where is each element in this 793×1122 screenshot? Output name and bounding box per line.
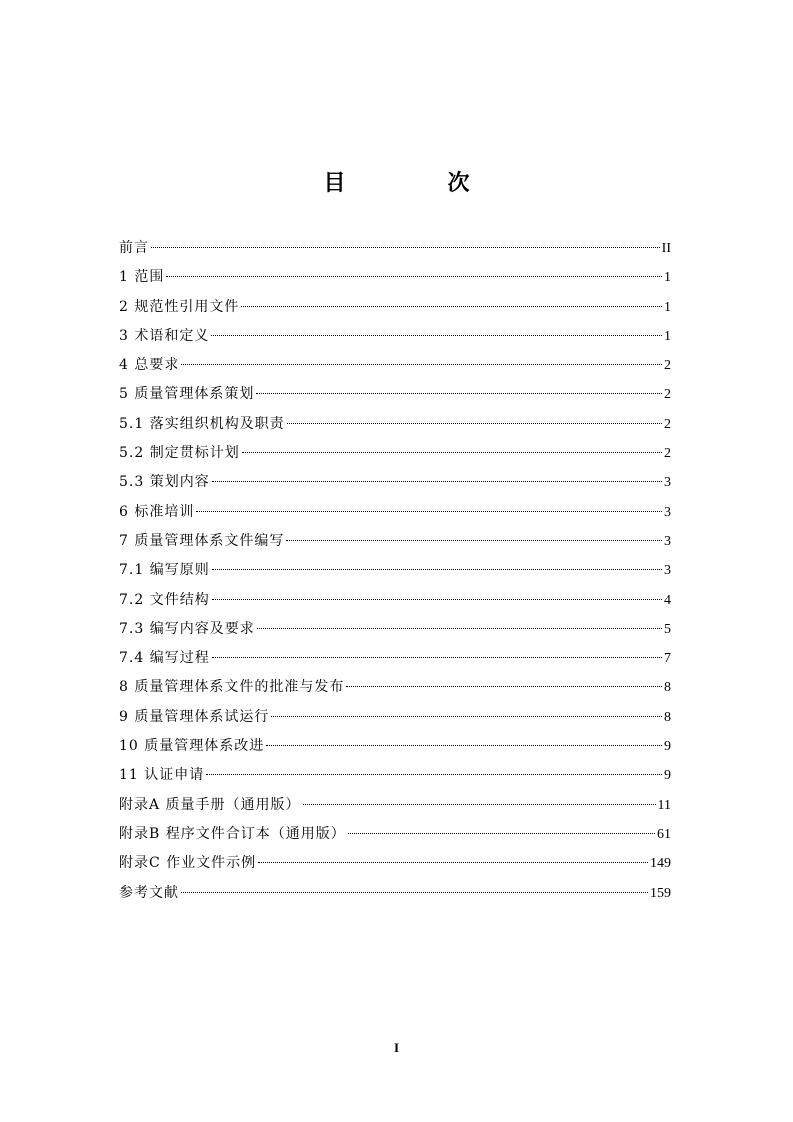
- toc-entry-page: 2: [664, 387, 671, 403]
- toc-entry-page: 1: [664, 299, 671, 315]
- toc-entry-label: 11 认证申请: [119, 767, 205, 784]
- toc-entry-label: 7.2 文件结构: [119, 591, 210, 608]
- toc-entry[interactable]: [119, 761, 671, 790]
- toc-entry-page: 8: [664, 709, 671, 725]
- toc-entry-page: 2: [664, 446, 671, 462]
- toc-entry-page: 5: [664, 621, 671, 637]
- dot-leader: [242, 452, 662, 453]
- toc-entry[interactable]: [119, 791, 671, 820]
- toc-entry[interactable]: [119, 556, 671, 585]
- toc-entry[interactable]: [119, 673, 671, 702]
- dot-leader: [271, 716, 662, 717]
- toc-entry-label: 参考文献: [119, 884, 179, 901]
- toc-entry-page: 61: [657, 826, 671, 842]
- toc-entry[interactable]: [119, 351, 671, 380]
- toc-entry[interactable]: [119, 644, 671, 673]
- dot-leader: [196, 511, 662, 512]
- dot-leader: [346, 686, 662, 687]
- toc-entry-page: 8: [664, 680, 671, 696]
- toc-entry-page: 9: [664, 739, 671, 755]
- toc-entry[interactable]: [119, 879, 671, 908]
- toc-entry-label: 7.4 编写过程: [119, 650, 210, 667]
- toc-entry[interactable]: [119, 615, 671, 644]
- toc-entry-page: 2: [664, 358, 671, 374]
- toc-entry[interactable]: [119, 820, 671, 849]
- toc-entry[interactable]: [119, 468, 671, 497]
- toc-entry-label: 5.2 制定贯标计划: [119, 445, 240, 462]
- toc-entry-page: 1: [664, 270, 671, 286]
- dot-leader: [151, 247, 660, 248]
- dot-leader: [256, 393, 662, 394]
- dot-leader: [211, 335, 662, 336]
- toc-entry[interactable]: [119, 380, 671, 409]
- toc-entry-label: 3 术语和定义: [119, 327, 210, 344]
- toc-entry[interactable]: [119, 527, 671, 556]
- toc-entry[interactable]: [119, 703, 671, 732]
- toc-entry-page: 159: [650, 885, 671, 901]
- toc-entry-label: 7 质量管理体系文件编写: [119, 532, 285, 549]
- toc-entry-page: 3: [664, 563, 671, 579]
- toc-entry-page: 2: [664, 416, 671, 432]
- toc-entry-page: 149: [650, 856, 671, 872]
- toc-entry-label: 8 质量管理体系文件的批准与发布: [119, 679, 345, 696]
- dot-leader: [166, 276, 662, 277]
- dot-leader: [303, 804, 656, 805]
- dot-leader: [286, 540, 662, 541]
- toc-entry-label: 7.1 编写原则: [119, 562, 210, 579]
- toc-entry[interactable]: [119, 586, 671, 615]
- dot-leader: [181, 364, 662, 365]
- dot-leader: [241, 306, 662, 307]
- toc-entry-page: 3: [664, 533, 671, 549]
- dot-leader: [212, 657, 662, 658]
- toc-entry-label: 2 规范性引用文件: [119, 298, 240, 315]
- toc-entry[interactable]: [119, 439, 671, 468]
- toc-entry-label: 1 范围: [119, 269, 165, 286]
- page-title: 目 次: [323, 170, 510, 196]
- toc-entry[interactable]: [119, 849, 671, 878]
- toc-entry[interactable]: [119, 498, 671, 527]
- toc-entry-page: 7: [664, 651, 671, 667]
- toc-entry-label: 5 质量管理体系策划: [119, 386, 255, 403]
- toc-entry-label: 附录C 作业文件示例: [119, 855, 257, 872]
- toc-entry-label: 前言: [119, 240, 149, 256]
- toc-entry-page: 1: [664, 328, 671, 344]
- toc-entry[interactable]: [119, 410, 671, 439]
- toc-entry-label: 7.3 编写内容及要求: [119, 620, 255, 637]
- dot-leader: [212, 599, 662, 600]
- toc-entry[interactable]: [119, 732, 671, 761]
- dot-leader: [181, 892, 648, 893]
- toc-entry-label: 5.1 落实组织机构及职责: [119, 415, 285, 432]
- toc-entry[interactable]: [119, 293, 671, 322]
- dot-leader: [206, 774, 662, 775]
- toc-entry-label: 6 标准培训: [119, 503, 195, 520]
- toc-entry[interactable]: [119, 322, 671, 351]
- toc-entry-label: 5.3 策划内容: [119, 474, 210, 491]
- toc-entry-label: 附录A 质量手册（通用版）: [119, 796, 301, 813]
- toc-entry-label: 9 质量管理体系试运行: [119, 708, 270, 725]
- toc-entry-label: 附录B 程序文件合订本（通用版）: [119, 825, 346, 842]
- toc-entry-page: 3: [664, 475, 671, 491]
- toc-entry-page: 4: [664, 592, 671, 608]
- dot-leader: [212, 481, 662, 482]
- dot-leader: [287, 423, 662, 424]
- toc-entry-page: II: [661, 241, 671, 256]
- toc-entry-page: 9: [664, 768, 671, 784]
- dot-leader: [266, 745, 662, 746]
- toc-entry-label: 4 总要求: [119, 357, 180, 374]
- dot-leader: [258, 862, 648, 863]
- toc-entry-page: 3: [664, 504, 671, 520]
- toc-entry[interactable]: [119, 263, 671, 292]
- dot-leader: [348, 833, 655, 834]
- toc-entry-page: 11: [657, 797, 671, 813]
- table-of-contents: [119, 234, 671, 908]
- toc-entry[interactable]: [119, 234, 671, 263]
- dot-leader: [257, 628, 662, 629]
- toc-entry-label: 10 质量管理体系改进: [119, 738, 265, 755]
- page-number: I: [393, 1040, 400, 1055]
- dot-leader: [212, 569, 662, 570]
